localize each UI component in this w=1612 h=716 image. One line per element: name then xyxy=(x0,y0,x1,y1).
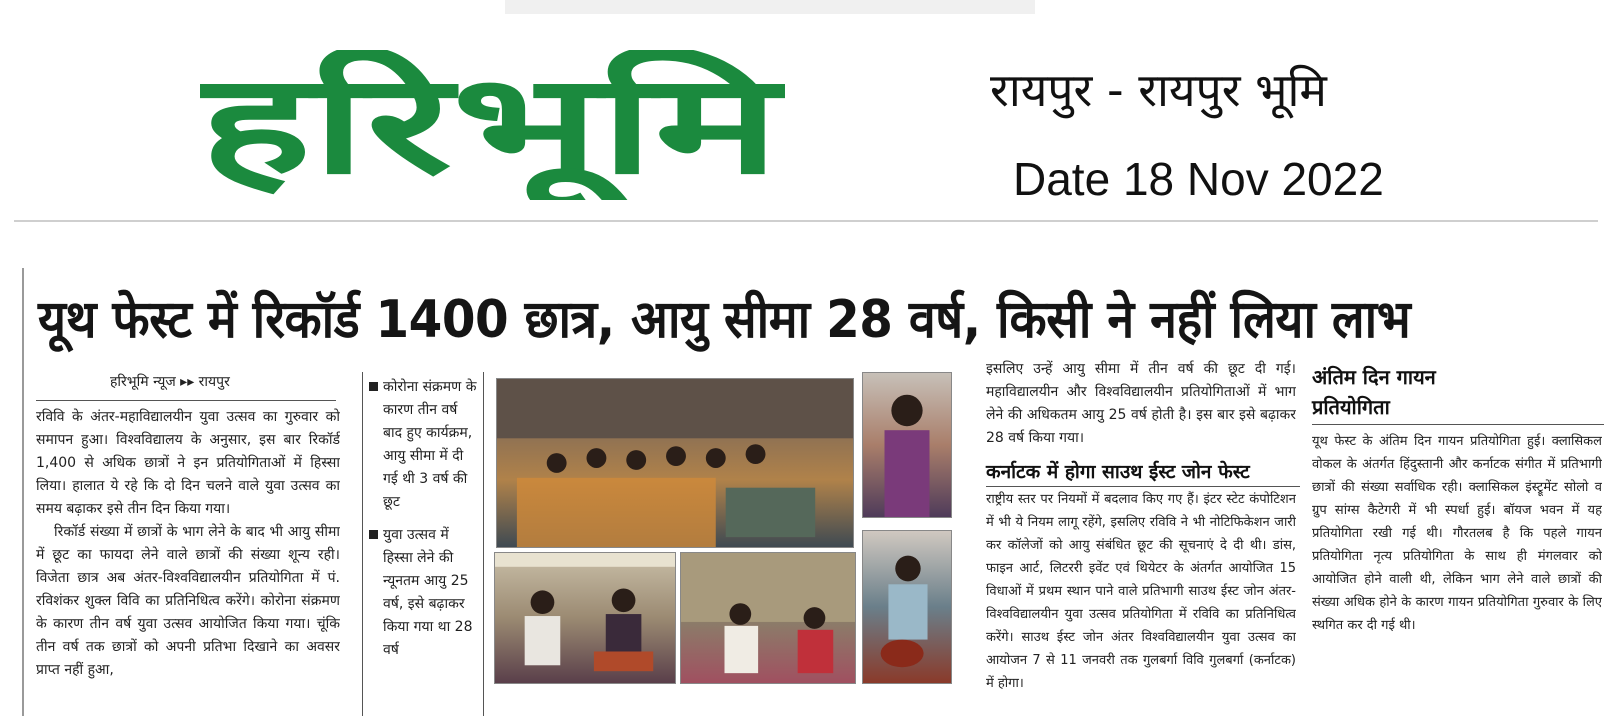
square-bullet-icon xyxy=(369,530,378,539)
photo-performers xyxy=(680,552,856,684)
highlight-item xyxy=(369,376,477,514)
byline-divider xyxy=(36,400,336,401)
top-strip xyxy=(505,0,1035,14)
section-divider xyxy=(1312,424,1604,425)
edition-name: रायपुर - रायपुर भूमि xyxy=(990,63,1327,117)
article-column-3-body xyxy=(986,488,1296,716)
paragraph: रविवि के अंतर-महाविद्यालयीन युवा उत्सव का गुरुवार को समापन हुआ। विश्वविद्यालय के अनुसार, इस बार रिकॉर्ड 1,400 से अधिक छात्रों ने इन प्रतियोगिताओं में हिस्सा लिया। हालात ये रहे कि दो दिन चलने वाले युवा उत्सव का समय बढ़ाकर इसे तीन दिन किया गया। xyxy=(36,409,340,517)
highlight-item xyxy=(369,524,477,662)
article-column-3-top xyxy=(986,358,1296,454)
paragraph: इसलिए उन्हें आयु सीमा में तीन वर्ष की छूट दी गई। महाविद्यालयीन और विश्वविद्यालयीन प्रतियोगिताओं में भाग लेने की अधिकतम आयु 25 वर्ष होती है। इस बार इसे बढ़ाकर 28 वर्ष किया गया। xyxy=(986,361,1296,446)
haribhoomi-logo-image xyxy=(200,50,785,200)
svg-text:हरिभूमि: हरिभूमि xyxy=(200,50,581,200)
article-headline: यूथ फेस्ट में रिकॉर्ड 1400 छात्र, आयु सीमा 28 वर्ष, किसी ने नहीं लिया लाभ xyxy=(38,290,1411,350)
paragraph: रिकॉर्ड संख्या में छात्रों के भाग लेने के बाद भी आयु सीमा में छूट का फायदा लेने वाले छात्रों की संख्या शून्य रही। विजेता छात्र अब अंतर-विश्वविद्यालयीन प्रतियोगिता में पं. रविशंकर शुक्ल विवि का प्रतिनिधित्व करेंगे। कोरोना संक्रमण के कारण तीन वर्ष युवा उत्सव आयोजित किया गया। चूंकि तीन वर्ष तक छात्रों को अपनी प्रतिभा दिखाने का अवसर प्राप्त नहीं हुआ, xyxy=(36,524,340,678)
article-column-1 xyxy=(36,406,340,716)
photo-audience xyxy=(496,378,854,548)
header-divider xyxy=(14,220,1598,222)
article-column-4 xyxy=(1312,430,1602,716)
paragraph: यूथ फेस्ट के अंतिम दिन गायन प्रतियोगिता हुई। क्लासिकल वोकल के अंतर्गत हिंदुस्तानी और कर्नाटक संगीत में प्रतिभागी छात्रों की संख्या सर्वाधिक रही। क्लासिकल इंस्ट्रूमेंट सोलो व ग्रुप सांग्स कैटेगरी में भी स्पर्धा हुई। बॉयज भवन में यह प्रतियोगिता रखी गई थी। गौरतलब है कि पहले गायन प्रतियोगिता नृत्य प्रतियोगिता के साथ ही मंगलवार को आयोजित होने वाली थी, लेकिन भाग लेने वाले छात्रों की संख्या अधिक होने के कारण गायन प्रतियोगिता गुरुवार के लिए स्थगित कर दी गई थी। xyxy=(1312,434,1602,633)
section-heading: अंतिम दिन गायन प्रतियोगिता xyxy=(1312,365,1436,419)
highlight-text: युवा उत्सव में हिस्सा लेने की न्यूनतम आयु 25 वर्ष, इसे बढ़ाकर किया गया था 28 वर्ष xyxy=(383,527,473,658)
issue-date: Date 18 Nov 2022 xyxy=(1013,153,1384,205)
article-subhead: कर्नाटक में होगा साउथ ईस्ट जोन फेस्ट xyxy=(986,458,1300,487)
paragraph: राष्ट्रीय स्तर पर नियमों में बदलाव किए गए हैं। इंटर स्टेट कंपोटिशन में भी ये नियम लागू रहेंगे, इसलिए रविवि ने भी नोटिफिकेशन जारी कर कॉलेजों को आयु संबंधित छूट की सूचनाएं दे दी थी। डांस, फाइन आर्ट, लिटररी इवेंट एवं थियेटर के अंतर्गत आयोजित 15 विधाओं में प्रथम स्थान पाने वाले प्रतिभागी साउथ ईस्ट जोन अंतर-विश्वविद्यालयीन युवा उत्सव प्रतियोगिता में रविवि का प्रतिनिधित्व करेंगे। साउथ ईस्ट जोन अंतर विश्वविद्यालयीन युवा उत्सव का आयोजन 7 से 11 जनवरी तक गुलबर्गा विवि गुलबर्गा (कर्नाटक) में होगा। xyxy=(986,492,1296,691)
article-byline: हरिभूमि न्यूज ▸▸ रायपुर xyxy=(110,374,230,390)
masthead-logo xyxy=(200,50,785,200)
square-bullet-icon xyxy=(369,382,378,391)
photo-musicians xyxy=(494,552,676,684)
highlight-text: कोरोना संक्रमण के कारण तीन वर्ष बाद हुए कार्यक्रम, आयु सीमा में दी गई थी 3 वर्ष की छूट xyxy=(383,379,477,510)
photo-tabla-player xyxy=(862,530,952,684)
photo-singer xyxy=(862,372,952,518)
highlights-sidebar xyxy=(362,372,484,716)
